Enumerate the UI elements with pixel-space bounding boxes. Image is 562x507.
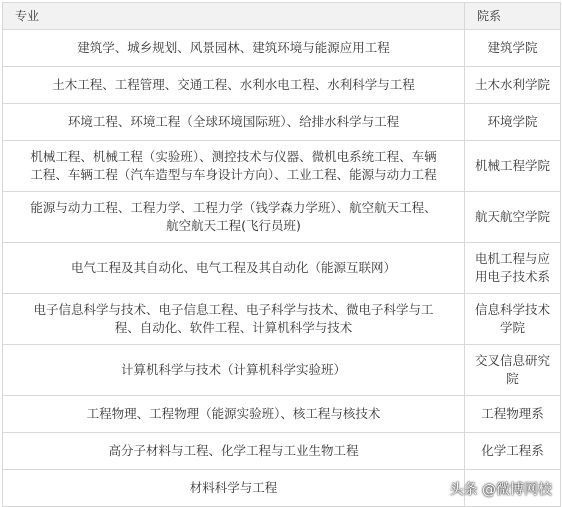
major-cell <box>3 67 465 104</box>
table-row <box>3 67 561 104</box>
major-cell <box>3 30 465 67</box>
majors-table <box>2 2 561 507</box>
header-dept: 院系 <box>465 3 561 30</box>
dept-text: 机械工程学院 <box>474 158 550 173</box>
major-cell <box>3 141 465 192</box>
dept-text: 电机工程与应 用电子技术系 <box>474 251 550 284</box>
dept-text: 交叉信息研究 院 <box>474 353 550 386</box>
major-cell <box>3 294 465 345</box>
major-cell <box>3 104 465 141</box>
major-cell <box>3 243 465 294</box>
major-cell <box>3 470 465 507</box>
dept-cell <box>465 30 561 67</box>
major-text: 土木工程、工程管理、交通工程、水利水电工程、水利科学与工程 <box>52 77 415 92</box>
dept-text: 环境学院 <box>487 114 538 129</box>
dept-text: 航天航空学院 <box>474 209 550 224</box>
major-text: 能源与动力工程、工程力学、工程力学（钱学森力学班）、航空航天工程、 航空航天工程(飞行员班) <box>30 200 437 233</box>
major-text: 计算机科学与技术（计算机科学实验班） <box>120 362 346 377</box>
major-text: 环境工程、环境工程（全球环境国际班）、给排水科学与工程 <box>67 114 400 129</box>
major-text: 高分子材料与工程、化学工程与工业生物工程 <box>108 443 359 458</box>
table-row <box>3 104 561 141</box>
header-major: 专业 <box>3 3 465 30</box>
table-row <box>3 433 561 470</box>
dept-text: 建筑学院 <box>487 40 538 55</box>
dept-text: 信息科学技术 学院 <box>474 302 550 335</box>
header-row <box>3 3 561 30</box>
dept-cell <box>465 192 561 243</box>
watermark: 头条 @微博网校 <box>449 482 552 498</box>
major-cell <box>3 192 465 243</box>
table-row <box>3 396 561 433</box>
major-text: 电气工程及其自动化、电气工程及其自动化（能源互联网） <box>70 260 396 275</box>
dept-cell <box>465 345 561 396</box>
dept-cell <box>465 294 561 345</box>
table-row <box>3 141 561 192</box>
table-row <box>3 192 561 243</box>
major-text: 电子信息科学与技术、电子信息工程、电子科学与技术、微电子科学与工 程、自动化、软件工程、计算机科学与技术 <box>33 302 434 335</box>
dept-text: 化学工程系 <box>481 443 544 458</box>
major-cell <box>3 345 465 396</box>
table-row <box>3 243 561 294</box>
dept-text: 工程物理系 <box>481 406 544 421</box>
dept-text: 土木水利学院 <box>474 77 550 92</box>
major-cell <box>3 433 465 470</box>
table-row <box>3 30 561 67</box>
dept-cell <box>465 104 561 141</box>
major-text: 材料科学与工程 <box>189 480 278 495</box>
major-text: 建筑学、城乡规划、风景园林、建筑环境与能源应用工程 <box>77 40 390 55</box>
dept-cell <box>465 396 561 433</box>
dept-cell <box>465 141 561 192</box>
major-text: 工程物理、工程物理（能源实验班）、核工程与核技术 <box>86 406 381 421</box>
major-text: 机械工程、机械工程（实验班）、测控技术与仪器、微机电系统工程、车辆 工程、车辆工程（汽车造型与车身设计方向）、工业工程、能源与动力工程 <box>30 149 437 182</box>
table-row <box>3 294 561 345</box>
dept-cell <box>465 433 561 470</box>
dept-cell <box>465 67 561 104</box>
table-row <box>3 345 561 396</box>
dept-cell <box>465 243 561 294</box>
major-cell <box>3 396 465 433</box>
